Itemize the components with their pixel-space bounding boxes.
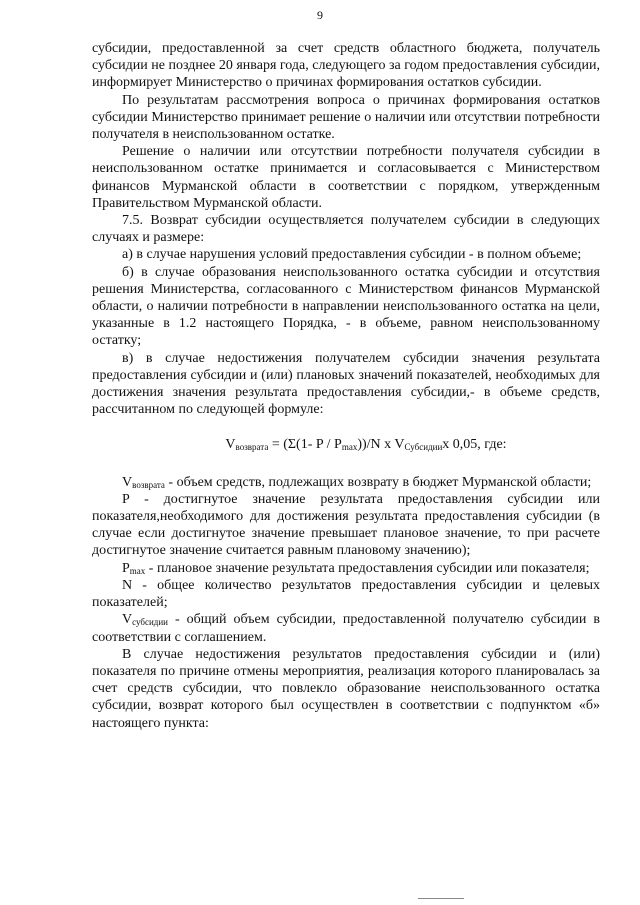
formula-v: V [225,437,236,453]
list-item-v: в) в случае недостижения получателем субсидии значения результата предоставления субсидии и (или) плановых значений показателей, необходимых для достижения значения результата предоставления субсидии,- в объеме средств, рассчитанном по следующей формуле: [92,350,600,418]
definition-p: P - достигнутое значение результата предоставления субсидии или показателя,необходимого для достижения результата предоставления субсидии (в случае если достигнутое значение превышает плановое значение, то при расчете достигнутое значение считается равным плановому значению); [92,491,600,559]
formula-sub-subsidy: Субсидии [404,442,443,453]
definition-vs-text: - общий объем субсидии, предоставленной получателю субсидии в соответствии с соглашением. [92,612,600,645]
page-number: 9 [317,8,323,22]
paragraph-review-results: По результатам рассмотрения вопроса о причинах формирования остатков субсидии Министерство принимает решение о наличии или отсутствии потребности получателя в неиспользованном остатке. [92,92,600,143]
definition-pmax-symbol: P [122,560,130,576]
definition-v-sub: возврата [132,479,165,490]
formula-sub-max: max [341,442,358,453]
definition-pmax-text: - плановое значение результата предоставления субсидии или показателя; [145,560,590,576]
definition-v-subsidy [92,611,600,645]
definition-v-text: - объем средств, подлежащих возврату в бюджет Мурманской области; [164,474,592,490]
list-item-a: а) в случае нарушения условий предоставления субсидии - в полном объеме; [122,247,582,263]
refund-formula [132,436,600,453]
closing-paragraph: В случае недостижения результатов предоставления субсидии и (или) показателя по причине отмены мероприятия, реализация которого планировалась за счет средств субсидии, что повлекло образование неиспользованного остатка субсидии, возврат которого был осуществлен в соответствии с подпунктом «б» настоящего пункта: [92,646,600,731]
list-item-b: б) в случае образования неиспользованного остатка субсидии и отсутствия решения Министерства, согласованного с Министерством финансов Мурманской области, о наличии потребности в направлении неиспользованного остатка на цели, указанные в 1.2 настоящего Порядка, - в объеме, равном неиспользованному остатку; [92,264,600,349]
formula-part-volume: ))/N x V [357,437,405,453]
definition-vs-symbol: V [122,612,133,628]
formula-sub-return: возврата [235,442,269,453]
definition-n: N - общее количество результатов предоставления субсидии и целевых показателей; [92,577,600,611]
footer-rule [418,898,464,899]
definition-pmax-sub: max [129,565,146,576]
document-body [92,40,600,732]
paragraph-decision: Решение о наличии или отсутствии потребности получателя субсидии в неиспользованном остатке принимается и согласовывается с Министерством финансов Мурманской области в соответствии с порядком, утвержденным Правительством Мурманской области. [92,144,600,211]
formula-part-sum: = (Σ(1- P / P [268,437,342,453]
formula-part-coefficient: x 0,05, где: [442,437,507,453]
definition-v-symbol: V [122,474,133,490]
definition-vs-sub: субсидии [132,617,168,628]
definition-v-return [92,474,600,491]
definition-pmax [92,560,600,577]
paragraph-clause-7-5: 7.5. Возврат субсидии осуществляется получателем субсидии в следующих случаях и размере: [92,213,600,246]
paragraph-continuation: субсидии, предоставленной за счет средств областного бюджета, получатель субсидии не позднее 20 января года, следующего за годом предоставления субсидии, информирует Министерство о причинах формирования остатков субсидии. [92,41,600,91]
